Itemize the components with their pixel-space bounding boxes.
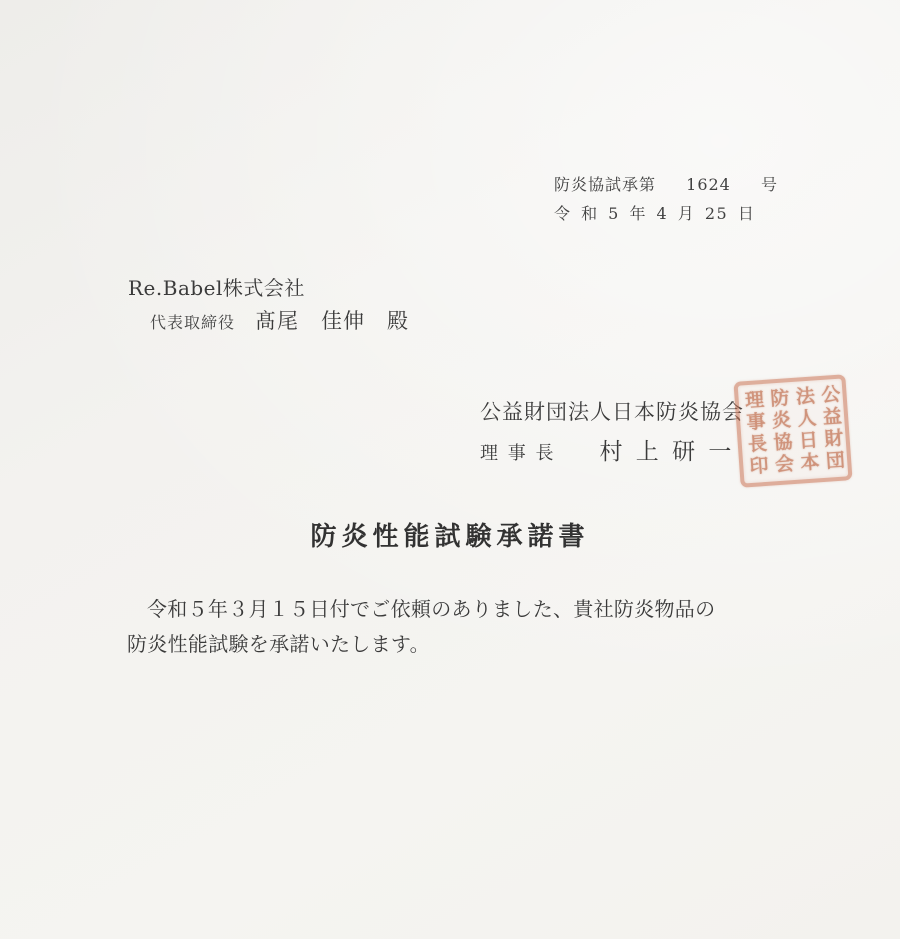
recipient-title: 代表取締役 — [150, 313, 236, 332]
document-title: 防炎性能試験承諾書 — [310, 522, 590, 552]
official-seal-stamp — [733, 374, 852, 488]
reference-number: 1624 — [686, 175, 731, 194]
seal-column: 防炎協会 — [766, 387, 795, 477]
seal-column: 理事長印 — [741, 388, 770, 479]
issuer-title: 理 事 長 — [480, 443, 556, 464]
seal-column: 公益財団 — [817, 383, 846, 473]
document-date: 令 和 5 年 4 月 25 日 — [554, 204, 756, 223]
recipient-line — [150, 305, 409, 335]
reference-suffix: 号 — [760, 175, 778, 194]
seal-column: 法人日本 — [792, 385, 821, 475]
recipient-company: Re.Babel株式会社 — [128, 276, 305, 300]
recipient-name: 髙尾 佳伸 殿 — [255, 309, 410, 333]
body-line: 令和５年３月１５日付でご依頼のありました、貴社防炎物品の — [147, 597, 716, 621]
body-line: 防炎性能試験を承諾いたします。 — [127, 632, 430, 656]
body-paragraph — [127, 592, 715, 662]
reference-prefix: 防炎協試承第 — [554, 175, 657, 194]
reference-number-line — [554, 172, 778, 195]
issuer-line — [480, 433, 734, 466]
issuer-organization: 公益財団法人日本防炎協会 — [480, 400, 744, 424]
issuer-name: 村 上 研 一 — [599, 439, 735, 465]
